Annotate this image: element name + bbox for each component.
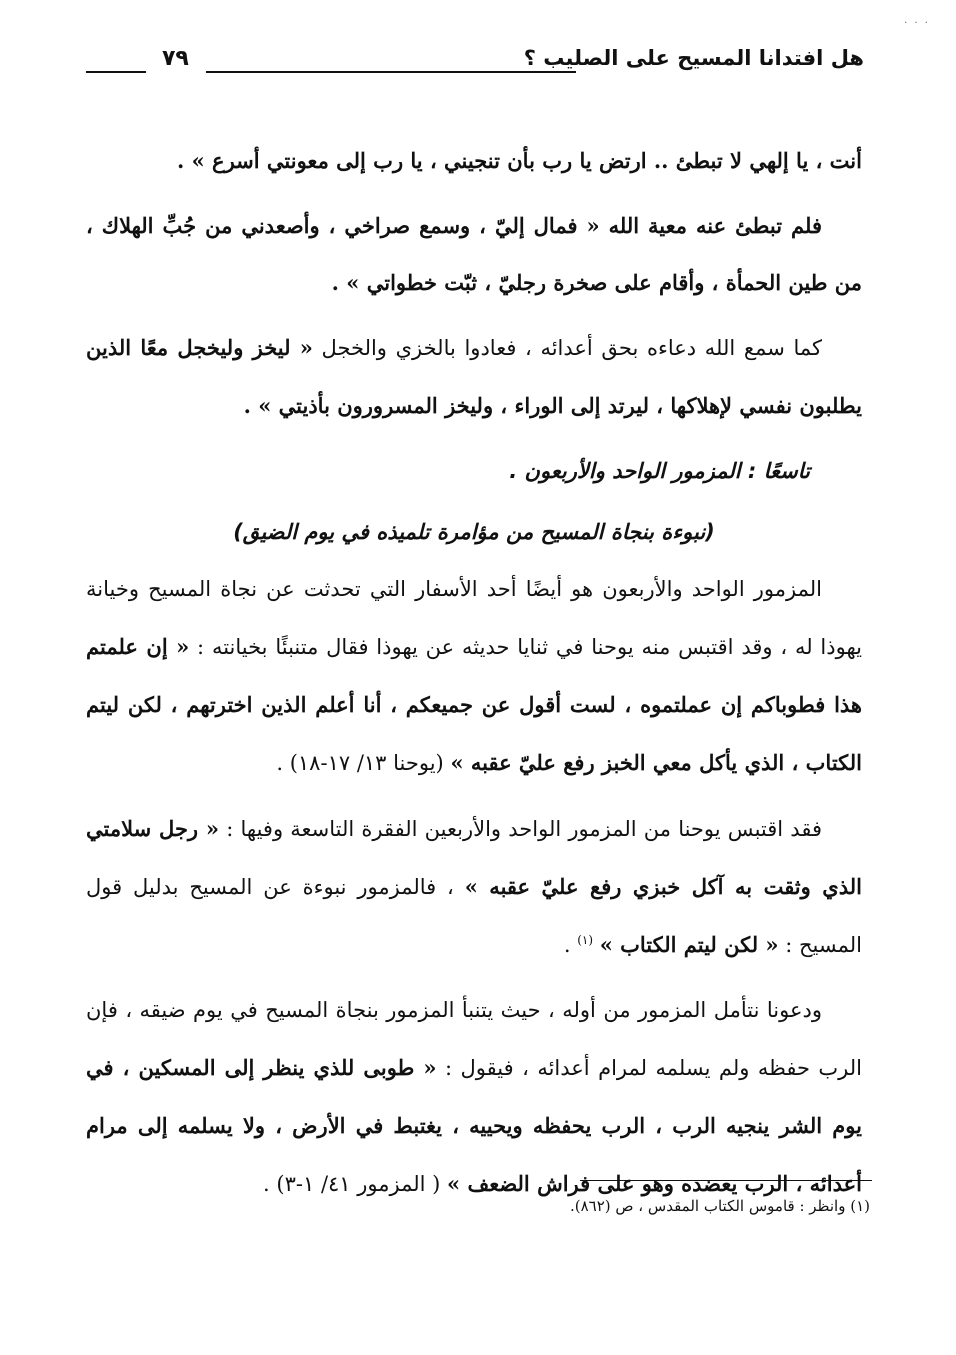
paragraph-3-quote: « ليخز وليخجل معًا الذين يطلبون نفسي لإهلاكها ، ليرتد إلى الوراء ، وليخز المسرورون بأذيتي » . bbox=[86, 335, 862, 418]
paragraph-5-mid: ، فالمزمور نبوءة عن المسيح بدليل قول المسيح : bbox=[86, 875, 862, 957]
body-text bbox=[86, 132, 862, 1213]
paragraph-5-quote-2: « لكن ليتم الكتاب » bbox=[599, 932, 779, 957]
paragraph-4-quote: « إن علمتم هذا فطوباكم إن عملتموه ، لست أقول عن جميعكم ، أنا أعلم الذين اخترتهم ، لكن ليتم الكتاب ، الذي يأكل معي الخبز رفع عليّ عقبه » bbox=[86, 634, 862, 775]
paragraph-5-quote: « رجل سلامتي الذي وثقت به آكل خبزي رفع عليّ عقبه » bbox=[86, 816, 862, 899]
header-rule bbox=[206, 71, 576, 73]
paragraph-6-quote: « طوبى للذي ينظر إلى المسكين ، في يوم الشر ينجيه الرب ، الرب يحفظه ويحييه ، يغتبط في الأرض ، ولا يسلمه إلى مرام أعدائه ، الرب يعضده وهو على فراش الضعف » bbox=[86, 1055, 862, 1196]
footnote: (١) وانظر : قاموس الكتاب المقدس ، ص (٨٦٢). bbox=[569, 1197, 870, 1215]
section-subheading: (نبوءة بنجاة المسيح من مؤامرة تلميذه في يوم الضيق) bbox=[233, 520, 715, 544]
paragraph-6-ref: ( المزمور ٤١/ ١-٣) . bbox=[263, 1172, 448, 1196]
paragraph-1: أنت ، يا إلهي لا تبطئ .. ارتض يا رب بأن تنجيني ، يا رب إلى معونتي أسرع » . bbox=[176, 148, 862, 173]
section-heading: تاسعًا : المزمور الواحد والأربعون . bbox=[509, 459, 810, 483]
header-rule-short bbox=[86, 71, 146, 73]
running-header bbox=[86, 44, 864, 84]
page-number: ٧٩ bbox=[162, 46, 189, 71]
paragraph-4 bbox=[86, 561, 862, 792]
paragraph-4-lead: المزمور الواحد والأربعون هو أيضًا أحد الأسفار التي تحدثت عن نجاة المسيح وخيانة يهوذا له ، وقد اقتبس منه يوحنا في ثنايا حديثه عن يهوذا فقال متنبئًا بخيانته : bbox=[86, 577, 862, 659]
paragraph-6 bbox=[86, 982, 862, 1213]
footnote-rule bbox=[580, 1180, 872, 1181]
paragraph-3 bbox=[86, 319, 862, 435]
running-header-title: هل افتدانا المسيح على الصليب ؟ bbox=[523, 46, 864, 70]
paragraph-5-end: . bbox=[563, 933, 578, 957]
footnote-reference: (١) bbox=[577, 933, 594, 947]
paragraph-5-lead: فقد اقتبس يوحنا من المزمور الواحد والأربعين الفقرة التاسعة وفيها : bbox=[219, 817, 822, 841]
paragraph-6-lead: ودعونا نتأمل المزمور من أوله ، حيث يتنبأ المزمور بنجاة المسيح في يوم ضيقه ، فإن الرب حفظه ولم يسلمه لمرام أعدائه ، فيقول : bbox=[86, 998, 862, 1080]
scan-specks: · · · bbox=[904, 18, 930, 29]
paragraph-4-ref: (يوحنا ١٣/ ١٧-١٨) . bbox=[276, 751, 451, 775]
paragraph-2: فلم تبطئ عنه معية الله « فمال إليّ ، وسمع صراخي ، وأصعدني من جُبِّ الهلاك ، من طين الحمأة ، وأقام على صخرة رجليّ ، ثبّت خطواتي » . bbox=[86, 213, 862, 295]
paragraph-3-lead: كما سمع الله دعاءه بحق أعدائه ، فعادوا بالخزي والخجل bbox=[312, 336, 822, 360]
paragraph-5 bbox=[86, 800, 862, 974]
